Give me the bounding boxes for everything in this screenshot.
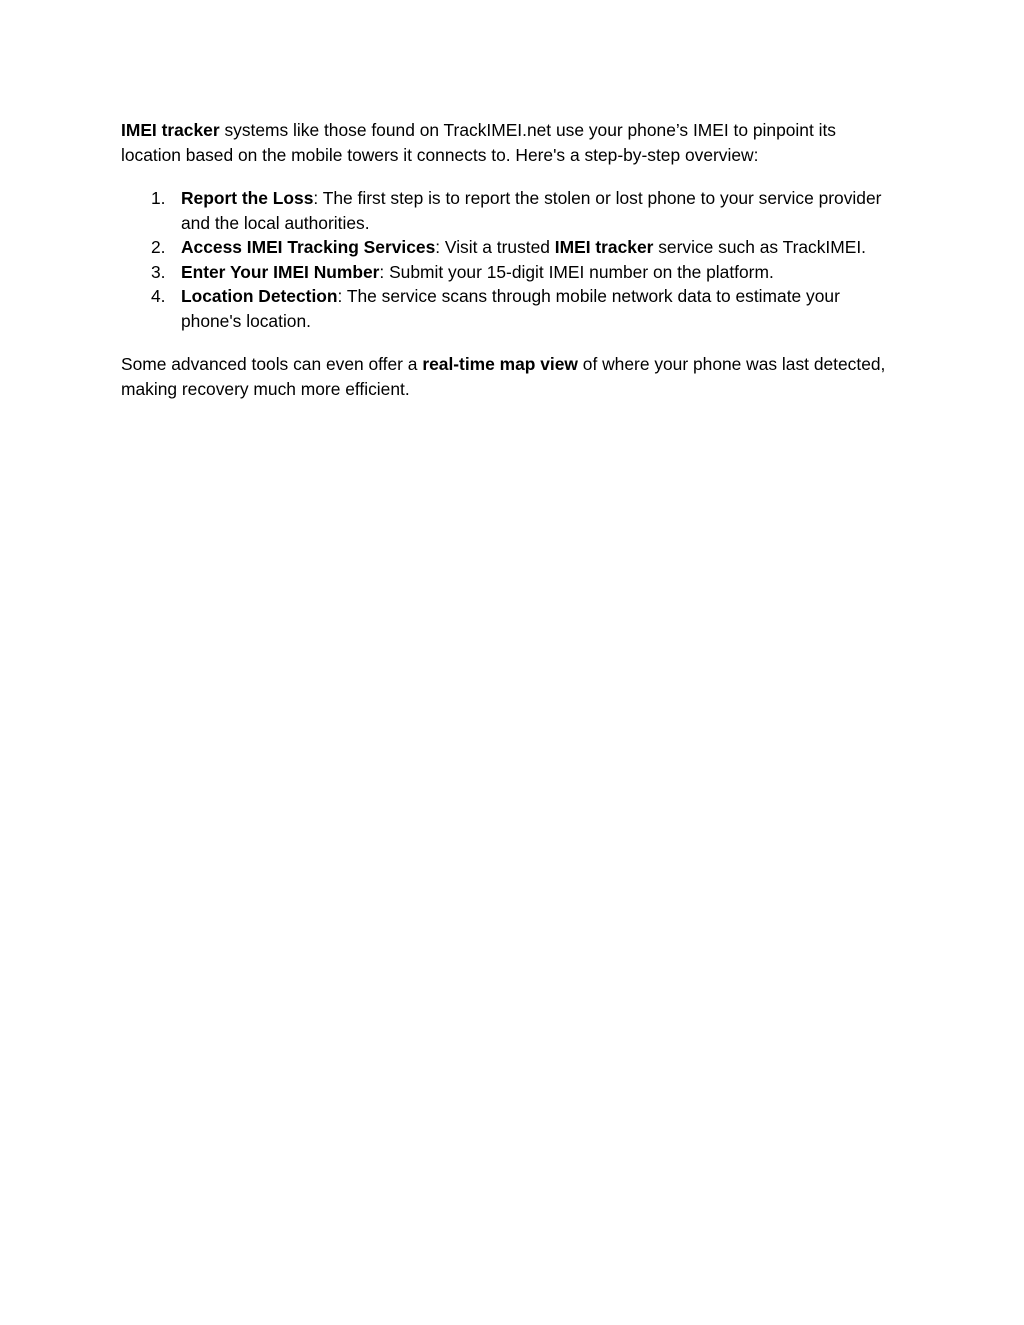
step-text: : The first step is to report the stolen or lost phone to your service provider and the local authorities. xyxy=(181,188,882,233)
step-text: service such as TrackIMEI. xyxy=(653,237,867,257)
closing-text: of where your phone was last detected, making recovery much more efficient. xyxy=(121,354,886,399)
list-number: 1. xyxy=(151,188,166,208)
closing-paragraph xyxy=(121,352,891,401)
step-title: Enter Your IMEI Number xyxy=(181,261,380,282)
closing-text: Some advanced tools can even offer a xyxy=(121,354,423,374)
closing-bold-term: real-time map view xyxy=(422,354,578,374)
steps-list xyxy=(121,186,891,333)
intro-paragraph xyxy=(121,118,891,167)
list-number: 3. xyxy=(151,261,166,282)
document-page xyxy=(121,118,891,401)
list-item xyxy=(121,186,891,235)
step-title: Report the Loss xyxy=(181,188,314,208)
step-text: : Visit a trusted xyxy=(435,237,555,257)
list-number: 4. xyxy=(151,286,166,306)
list-item xyxy=(121,235,891,260)
list-number: 2. xyxy=(151,237,166,257)
step-text: : The service scans through mobile network data to estimate your phone's location. xyxy=(181,286,840,331)
step-title: Access IMEI Tracking Services xyxy=(181,237,436,257)
intro-bold-term: IMEI tracker xyxy=(121,120,220,140)
list-item xyxy=(121,284,891,333)
list-item xyxy=(121,260,891,285)
step-title: Location Detection xyxy=(181,286,338,306)
intro-text: systems like those found on TrackIMEI.net use your phone’s IMEI to pinpoint its location based on the mobile towers it connects to. Here's a step-by-step overview: xyxy=(121,120,836,165)
step-bold-term: IMEI tracker xyxy=(554,237,654,257)
step-text: : Submit your 15-digit IMEI number on the platform. xyxy=(379,261,774,282)
